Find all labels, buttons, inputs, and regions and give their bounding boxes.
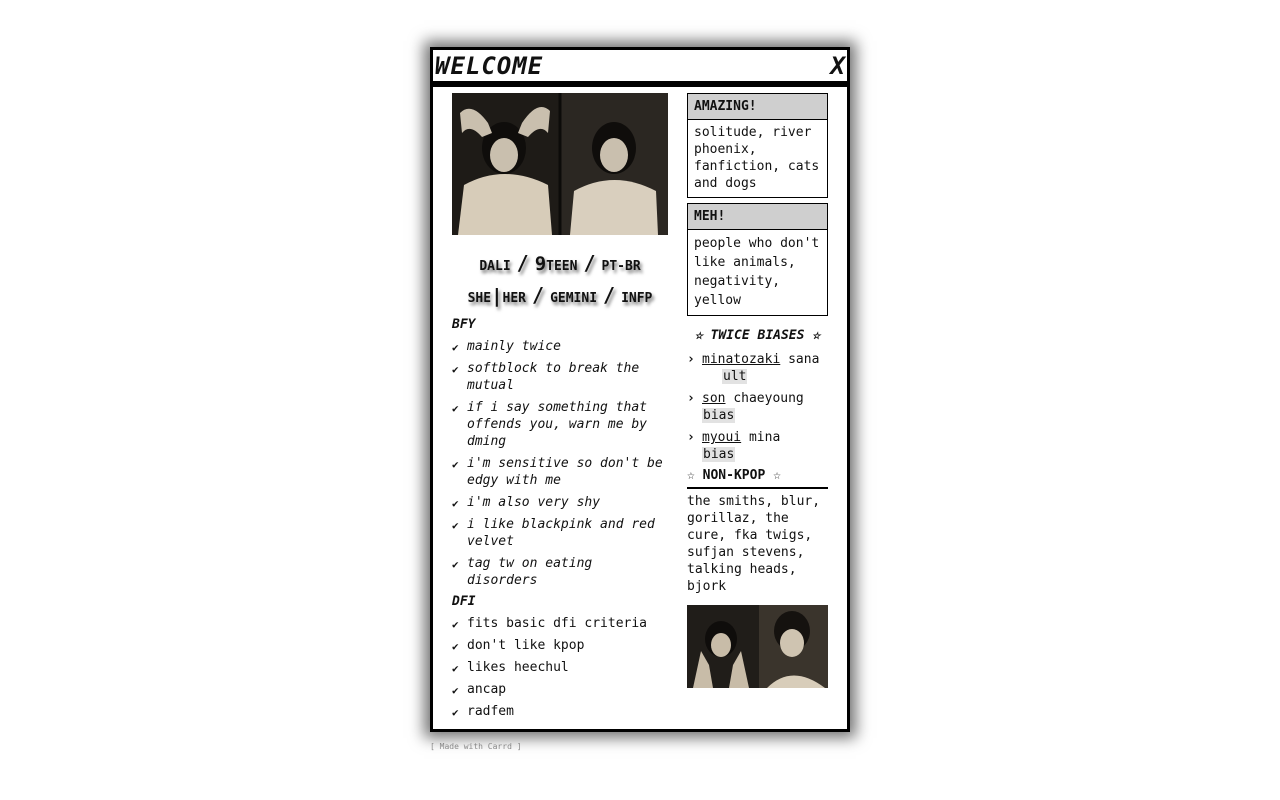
list-item-text: mainly twice — [467, 339, 561, 354]
stats-line-1 — [452, 249, 668, 281]
bias-given-name: chaeyoung — [733, 391, 804, 406]
bias-tag: bias — [703, 447, 735, 462]
secondary-photo — [687, 605, 828, 688]
twice-biases-title: TWICE BIASES — [710, 328, 805, 343]
non-kpop-title: NON-KPOP — [702, 468, 766, 483]
list-item — [452, 516, 668, 550]
bias-family-name: myoui — [702, 430, 742, 445]
check-icon: ✔ — [452, 402, 459, 415]
list-item — [452, 494, 668, 511]
list-item — [452, 703, 668, 720]
check-icon: ✔ — [452, 706, 459, 719]
stat-separator: / — [603, 283, 616, 307]
secondary-photo-image — [687, 605, 828, 688]
list-item — [452, 338, 668, 355]
list-item — [452, 555, 668, 589]
amazing-box — [687, 93, 828, 198]
bias-list — [687, 351, 828, 463]
list-item — [452, 637, 668, 654]
right-column — [687, 93, 828, 688]
stat-separator: / — [583, 251, 596, 275]
window-title: WELCOME — [435, 51, 544, 80]
list-item-text: radfem — [467, 704, 514, 719]
dfi-heading: DFI — [452, 594, 476, 609]
stat-pronoun-divider: | — [491, 285, 503, 307]
twice-biases-heading — [687, 328, 828, 343]
list-item-text: likes heechul — [467, 660, 569, 675]
stat-type: INFP — [621, 291, 653, 306]
list-item — [452, 681, 668, 698]
star-icon: ☆ — [812, 328, 821, 343]
list-item-text: i'm also very shy — [467, 495, 601, 510]
chevron-right-icon: › — [687, 391, 695, 406]
meh-body: people who don't like animals, negativity, yellow — [694, 236, 820, 308]
stat-pronoun-a: SHE — [467, 291, 492, 306]
check-icon: ✔ — [452, 497, 459, 510]
list-item-text: don't like kpop — [467, 638, 585, 653]
meh-box — [687, 203, 828, 316]
stat-separator: / — [516, 251, 529, 275]
stat-age-number: 9 — [534, 253, 547, 275]
list-item-text: i'm sensitive so don't be edgy with me — [467, 456, 663, 488]
bias-family-name: minatozaki — [702, 352, 781, 367]
bias-given-name: mina — [748, 430, 781, 445]
non-kpop-heading — [687, 468, 828, 489]
list-item — [452, 455, 668, 489]
list-item-text: softblock to break the mutual — [467, 361, 640, 393]
bias-family-name: son — [702, 391, 726, 406]
check-icon: ✔ — [452, 618, 459, 631]
profile-stats — [452, 249, 668, 313]
welcome-window — [430, 47, 850, 732]
list-item-text: i like blackpink and red velvet — [467, 517, 655, 549]
list-item — [687, 429, 828, 463]
list-item — [687, 351, 828, 385]
star-icon: ☆ — [694, 328, 703, 343]
star-icon: ☆ — [773, 468, 781, 483]
meh-heading: MEH! — [688, 204, 827, 230]
stat-pronoun-b: HER — [502, 291, 527, 306]
bias-given-name: sana — [788, 352, 820, 367]
non-kpop-body: the smiths, blur, gorillaz, the cure, fka twigs, sufjan stevens, talking heads, bjork — [687, 494, 821, 594]
chevron-right-icon: › — [687, 430, 695, 445]
check-icon: ✔ — [452, 558, 459, 571]
list-item — [452, 615, 668, 632]
check-icon: ✔ — [452, 519, 459, 532]
title-bar — [433, 50, 847, 87]
profile-photo-image — [452, 93, 668, 235]
bias-tag: ult — [723, 369, 747, 384]
list-item-text: tag tw on eating disorders — [467, 556, 593, 588]
list-item-text: fits basic dfi criteria — [467, 616, 648, 631]
profile-photo — [452, 93, 668, 235]
list-item — [452, 360, 668, 394]
left-column — [452, 93, 668, 725]
bfy-heading: BFY — [452, 317, 476, 332]
chevron-right-icon: › — [687, 352, 695, 367]
check-icon: ✔ — [452, 640, 459, 653]
check-icon: ✔ — [452, 341, 459, 354]
amazing-body: solitude, river phoenix, fanfiction, cats and dogs — [694, 125, 820, 191]
check-icon: ✔ — [452, 458, 459, 471]
list-item-text: ancap — [467, 682, 507, 697]
star-icon: ☆ — [687, 468, 695, 483]
stat-age-suffix: TEEN — [546, 259, 578, 274]
stat-name: DALI — [479, 259, 511, 274]
stats-line-2 — [452, 281, 668, 313]
check-icon: ✔ — [452, 662, 459, 675]
close-button[interactable]: X — [830, 51, 845, 80]
list-item — [452, 399, 668, 450]
bfy-list — [452, 338, 668, 589]
list-item-text: if i say something that offends you, warn me by dming — [467, 400, 648, 449]
check-icon: ✔ — [452, 363, 459, 376]
list-item — [687, 390, 828, 424]
stat-sign: GEMINI — [550, 291, 598, 306]
stat-separator: / — [532, 283, 545, 307]
stat-language: PT-BR — [601, 259, 641, 274]
made-with-carrd-link[interactable]: [ Made with Carrd ] — [430, 742, 522, 751]
dfi-list — [452, 615, 668, 720]
check-icon: ✔ — [452, 684, 459, 697]
bias-tag: bias — [703, 408, 735, 423]
amazing-heading: AMAZING! — [688, 94, 827, 120]
list-item — [452, 659, 668, 676]
